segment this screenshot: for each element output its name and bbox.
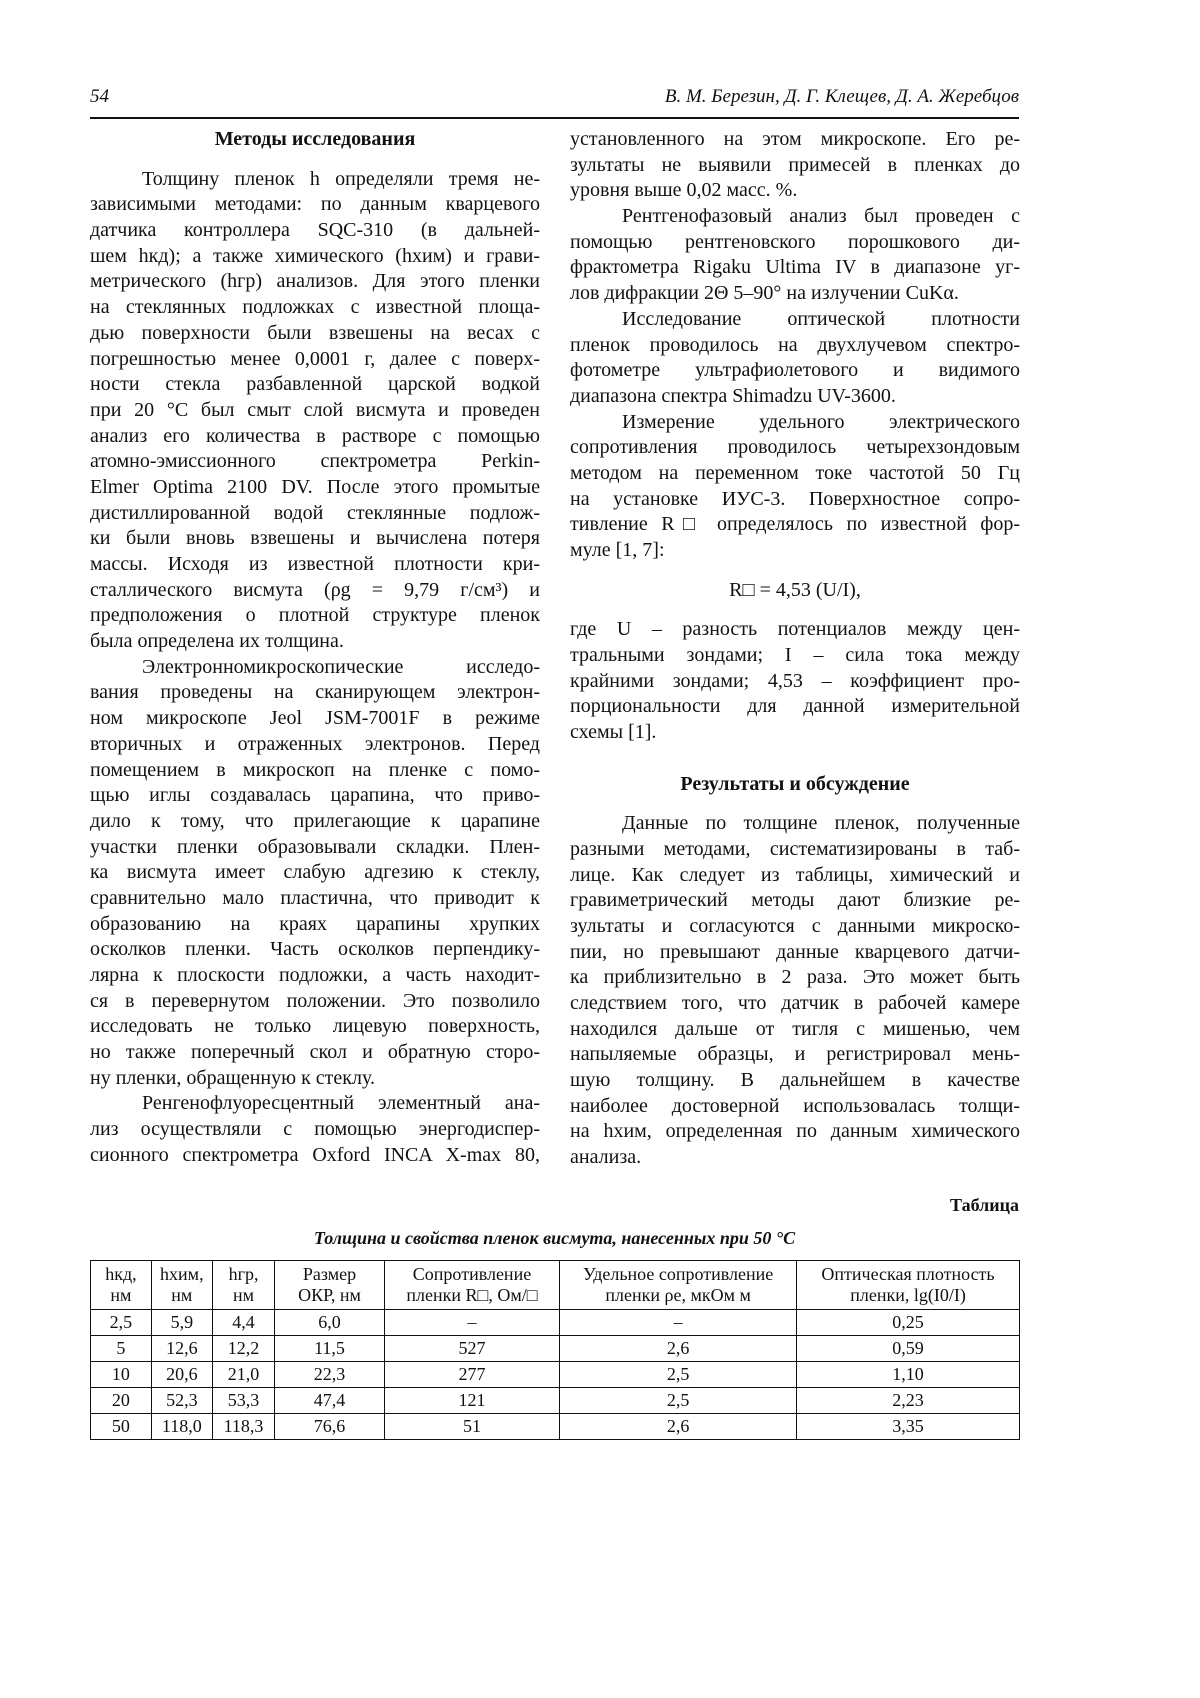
table-header-cell	[275, 1261, 385, 1310]
text-line: на установке ИУС-3. Поверхностное сопро-	[570, 487, 1020, 513]
table-cell: –	[384, 1310, 559, 1336]
table-cell: 50	[91, 1414, 152, 1440]
section-heading: Результаты и обсуждение	[570, 772, 1020, 798]
text-line: дистиллированной водой стеклянные подлож-	[90, 501, 540, 527]
table-cell: 52,3	[151, 1388, 212, 1414]
table-cell: 10	[91, 1362, 152, 1388]
table-cell: 51	[384, 1414, 559, 1440]
text-line: лиз осуществляли с помощью энергодиспер-	[90, 1117, 540, 1143]
table-cell: 0,59	[797, 1336, 1020, 1362]
table-title: Толщина и свойства пленок висмута, нанесенных при 50 °С	[90, 1228, 1019, 1249]
table-cell: 5	[91, 1336, 152, 1362]
table-row	[91, 1310, 1020, 1336]
text-line: была определена их толщина.	[90, 629, 540, 655]
text-line: пии, но превышают данные кварцевого датчи-	[570, 940, 1020, 966]
table-row	[91, 1388, 1020, 1414]
text-line: ности стекла разбавленной царской водкой	[90, 372, 540, 398]
table-cell: 2,5	[560, 1362, 797, 1388]
header-text: hхим,	[160, 1264, 204, 1284]
text-line: ся в перевернутом положении. Это позволило	[90, 989, 540, 1015]
text-line: дью поверхности были взвешены на весах с	[90, 321, 540, 347]
text-line: разными методами, систематизированы в таб-	[570, 837, 1020, 863]
text-line: исследовать не только лицевую поверхность,	[90, 1014, 540, 1040]
table-cell: 3,35	[797, 1414, 1020, 1440]
text-line: лов дифракции 2Θ 5–90° на излучении CuKα.	[570, 281, 1020, 307]
table-cell: 2,23	[797, 1388, 1020, 1414]
text-line: диапазона спектра Shimadzu UV-3600.	[570, 384, 1020, 410]
text-line: на hхим, определенная по данным химического	[570, 1119, 1020, 1145]
page-number: 54	[90, 86, 109, 108]
text-line: шем hкд); а также химического (hхим) и грави-	[90, 244, 540, 270]
data-table	[90, 1260, 1020, 1440]
table-cell: 4,4	[212, 1310, 274, 1336]
table-cell: 6,0	[275, 1310, 385, 1336]
text-line: помощью рентгеновского порошкового ди-	[570, 230, 1020, 256]
text-line: Elmer Optima 2100 DV. После этого промытые	[90, 475, 540, 501]
text-line: датчика контроллера SQC-310 (в дальней-	[90, 218, 540, 244]
table-cell: 2,6	[560, 1414, 797, 1440]
table-cell: 277	[384, 1362, 559, 1388]
table-cell: 1,10	[797, 1362, 1020, 1388]
text-line: Измерение удельного электрического	[570, 410, 1020, 436]
text-line: крайними зондами; 4,53 – коэффициент про-	[570, 669, 1020, 695]
header-text: ОКР, нм	[298, 1285, 361, 1305]
table-header-cell	[91, 1261, 152, 1310]
spacer	[90, 153, 540, 167]
header-rule	[90, 117, 1019, 119]
table-cell: 12,6	[151, 1336, 212, 1362]
text-line: лярна к плоскости подложки, а часть находит-	[90, 963, 540, 989]
text-line: находился дальше от тигля с мишенью, чем	[570, 1017, 1020, 1043]
text-line: атомно-эмиссионного спектрометра Perkin-	[90, 449, 540, 475]
table-row	[91, 1336, 1020, 1362]
table-header-row	[91, 1261, 1020, 1310]
table-cell: 2,6	[560, 1336, 797, 1362]
table-cell: –	[560, 1310, 797, 1336]
text-line: наиболее достоверной использовалась толщи-	[570, 1094, 1020, 1120]
text-line: ки были вновь взвешены и вычислена потеря	[90, 526, 540, 552]
text-line: сталлического висмута (ρg = 9,79 г/см³) и	[90, 578, 540, 604]
text-line: установленного на этом микроскопе. Его ре-	[570, 127, 1020, 153]
table-cell: 21,0	[212, 1362, 274, 1388]
text-line: шую толщину. В дальнейшем в качестве	[570, 1068, 1020, 1094]
text-line: тивление R□ определялось по известной фор-	[570, 512, 1020, 538]
table-cell: 2,5	[560, 1388, 797, 1414]
text-line: сопротивления проводилось четырехзондовым	[570, 435, 1020, 461]
text-line: Исследование оптической плотности	[570, 307, 1020, 333]
text-line: сионного спектрометра Oxford INCA X-max 80,	[90, 1143, 540, 1169]
header-text: Размер	[303, 1264, 356, 1284]
text-line: лице. Как следует из таблицы, химический и	[570, 863, 1020, 889]
table-cell: 11,5	[275, 1336, 385, 1362]
text-line: массы. Исходя из известной плотности кри-	[90, 552, 540, 578]
header-text: пленки R□, Ом/□	[406, 1285, 537, 1305]
document-page	[0, 0, 1200, 1698]
header-text: Удельное сопротивление	[583, 1264, 773, 1284]
table-label: Таблица	[950, 1195, 1019, 1216]
text-line: гравиметрический методы дают близкие ре-	[570, 888, 1020, 914]
text-line: напыляемые образцы, и регистрировал мень-	[570, 1042, 1020, 1068]
text-line: где U – разность потенциалов между цен-	[570, 617, 1020, 643]
text-line: ка приблизительно в 2 раза. Это может быть	[570, 965, 1020, 991]
text-line: фрактометра Rigaku Ultima IV в диапазоне уг-	[570, 255, 1020, 281]
text-line: порциональности для данной измерительной	[570, 694, 1020, 720]
header-text: Оптическая плотность	[821, 1264, 994, 1284]
text-line: Данные по толщине пленок, полученные	[570, 811, 1020, 837]
table-cell: 5,9	[151, 1310, 212, 1336]
text-line: ном микроскопе Jeol JSM-7001F в режиме	[90, 706, 540, 732]
table-cell: 20	[91, 1388, 152, 1414]
text-line: методом на переменном токе частотой 50 Гц	[570, 461, 1020, 487]
table-cell: 47,4	[275, 1388, 385, 1414]
header-text: hгр,	[229, 1264, 259, 1284]
text-line: вторичных и отраженных электронов. Перед	[90, 732, 540, 758]
text-line: зультаты и согласуются с данными микроско-	[570, 914, 1020, 940]
spacer	[570, 746, 1020, 772]
text-line: анализ его количества в растворе с помощью	[90, 424, 540, 450]
text-line: Толщину пленок h определяли тремя не-	[90, 167, 540, 193]
formula: R□ = 4,53 (U/I),	[570, 578, 1020, 604]
spacer	[570, 603, 1020, 617]
text-line: схемы [1].	[570, 720, 1020, 746]
text-line: осколков пленки. Часть осколков перпендику-	[90, 937, 540, 963]
text-line: погрешностью менее 0,0001 г, далее с поверх-	[90, 347, 540, 373]
table-cell: 53,3	[212, 1388, 274, 1414]
table-header-cell	[384, 1261, 559, 1310]
spacer	[570, 797, 1020, 811]
text-line: но также поперечный скол и обратную сторо-	[90, 1040, 540, 1066]
table-cell: 0,25	[797, 1310, 1020, 1336]
text-line: участки пленки образовывали складки. Плен-	[90, 835, 540, 861]
text-line: дило к тому, что прилегающие к царапине	[90, 809, 540, 835]
table-cell: 76,6	[275, 1414, 385, 1440]
text-line: щью иглы создавалась царапина, что приво-	[90, 783, 540, 809]
text-line: Ренгенофлуоресцентный элементный ана-	[90, 1091, 540, 1117]
text-line: следствием того, что датчик в рабочей камере	[570, 991, 1020, 1017]
left-column	[90, 127, 540, 1169]
text-line: помещением в микроскоп на пленке с помо-	[90, 758, 540, 784]
table-cell: 121	[384, 1388, 559, 1414]
right-column	[570, 127, 1020, 1171]
table-cell: 2,5	[91, 1310, 152, 1336]
header-text: Сопротивление	[413, 1264, 531, 1284]
text-line: фотометре ультрафиолетового и видимого	[570, 358, 1020, 384]
table-header-cell	[797, 1261, 1020, 1310]
text-line: зультаты не выявили примесей в пленках до	[570, 153, 1020, 179]
text-line: анализа.	[570, 1145, 1020, 1171]
table-header-cell	[151, 1261, 212, 1310]
text-line: на стеклянных подложках с известной площа-	[90, 295, 540, 321]
header-text: нм	[233, 1285, 254, 1305]
text-line: уровня выше 0,02 масс. %.	[570, 178, 1020, 204]
text-line: вания проведены на сканирующем электрон-	[90, 680, 540, 706]
header-text: hкд,	[105, 1264, 136, 1284]
header-text: нм	[110, 1285, 131, 1305]
table-header-cell	[560, 1261, 797, 1310]
text-line: муле [1, 7]:	[570, 538, 1020, 564]
text-line: тральными зондами; I – сила тока между	[570, 643, 1020, 669]
table-cell: 527	[384, 1336, 559, 1362]
table-cell: 118,0	[151, 1414, 212, 1440]
section-heading: Методы исследования	[90, 127, 540, 153]
text-line: метрического (hгр) анализов. Для этого пленки	[90, 269, 540, 295]
header-text: пленки ρe, мкОм м	[605, 1285, 751, 1305]
text-line: Рентгенофазовый анализ был проведен с	[570, 204, 1020, 230]
text-line: Электронномикроскопические исследо-	[90, 655, 540, 681]
table-row	[91, 1414, 1020, 1440]
spacer	[570, 564, 1020, 578]
table-row	[91, 1362, 1020, 1388]
text-line: ну пленки, обращенную к стеклу.	[90, 1066, 540, 1092]
text-line: зависимыми методами: по данным кварцевого	[90, 192, 540, 218]
table-cell: 20,6	[151, 1362, 212, 1388]
text-line: сравнительно мало пластична, что приводит к	[90, 886, 540, 912]
text-line: образованию на краях царапины хрупких	[90, 912, 540, 938]
table-cell: 12,2	[212, 1336, 274, 1362]
table-cell: 22,3	[275, 1362, 385, 1388]
header-text: нм	[171, 1285, 192, 1305]
running-header-authors: В. М. Березин, Д. Г. Клещев, Д. А. Жеребцов	[665, 86, 1019, 108]
table-header-cell	[212, 1261, 274, 1310]
text-line: пленок проводилось на двухлучевом спектро-	[570, 333, 1020, 359]
text-line: ка висмута имеет слабую адгезию к стеклу,	[90, 860, 540, 886]
text-line: предположения о плотной структуре пленок	[90, 603, 540, 629]
header-text: пленки, lg(I0/I)	[850, 1285, 966, 1305]
table-cell: 118,3	[212, 1414, 274, 1440]
text-line: при 20 °С был смыт слой висмута и проведен	[90, 398, 540, 424]
